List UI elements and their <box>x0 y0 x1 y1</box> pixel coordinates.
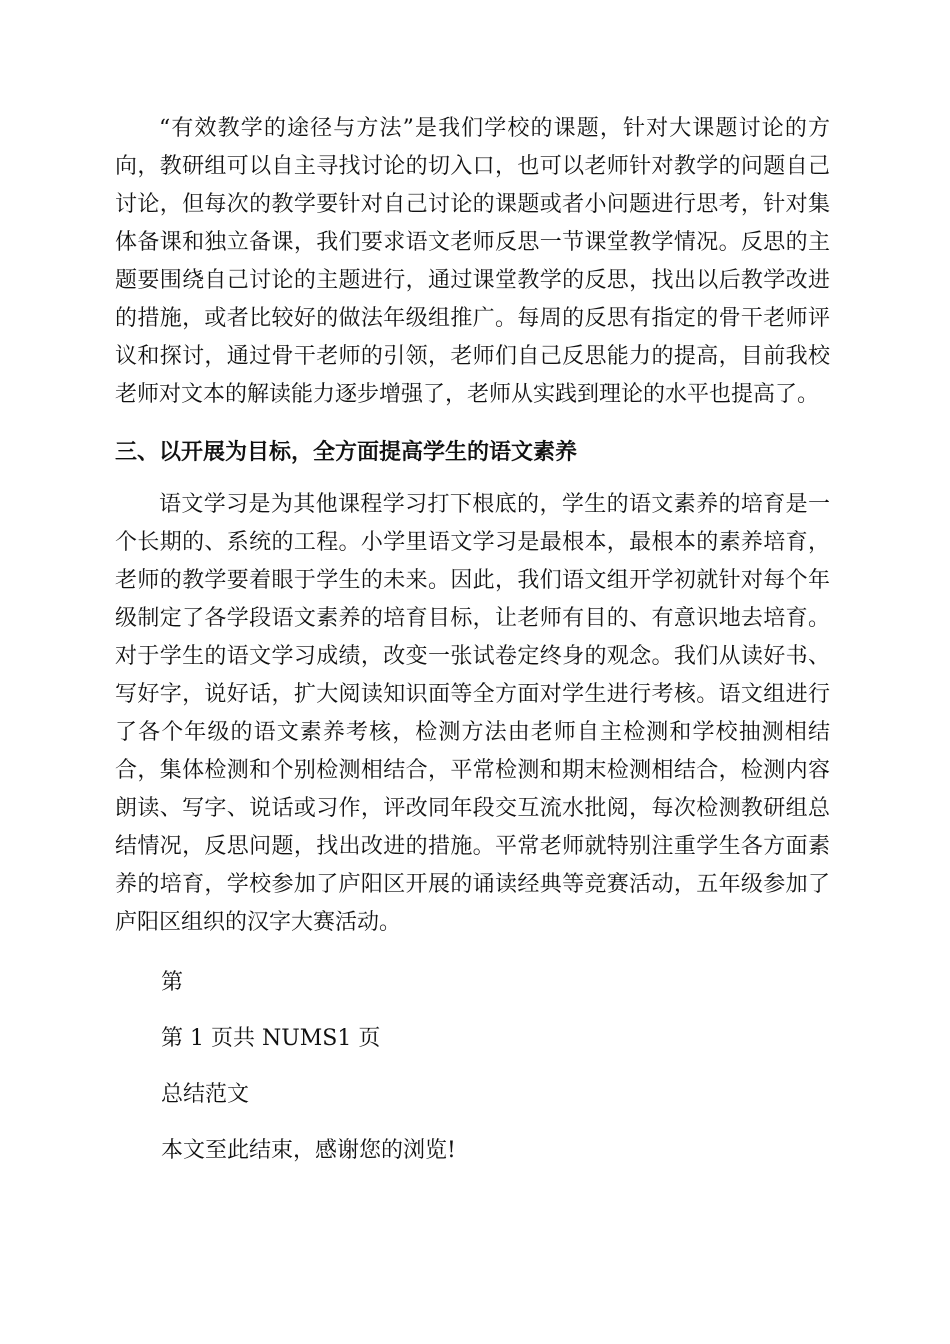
section-heading: 三、以开展为目标，全方面提高学生的语文素养 <box>115 440 578 465</box>
page-number: 第 1 页共 NUMS1 页 <box>161 1026 381 1051</box>
body-paragraph: “有效教学的途径与方法”是我们学校的课题，针对大课题讨论的方向，教研组可以自主寻找讨论的切入口，也可以老师针对教学的问题自己讨论，但每次的教学要针对自己讨论的课题或者小问题进行思考，针对集体备课和独立备课，我们要求语文老师反思一节课堂教学情况。反思的主题要围绕自己讨论的主题进行，通过课堂教学的反思，找出以后教学改进的措施，或者比较好的做法年级组推广。每周的反思有指定的骨干老师评议和探讨，通过骨干老师的引领，老师们自己反思能力的提高，目前我校老师对文本的解读能力逐步增强了，老师从实践到理论的水平也提高了。 <box>115 116 830 407</box>
closing-text: 本文至此结束，感谢您的浏览! <box>161 1138 456 1163</box>
footer-text: 第 <box>161 970 184 995</box>
body-paragraph: 语文学习是为其他课程学习打下根底的，学生的语文素养的培育是一个长期的、系统的工程。小学里语文学习是最根本，最根本的素养培育，老师的教学要着眼于学生的未来。因此，我们语文组开学初就针对每个年级制定了各学段语文素养的培育目标，让老师有目的、有意识地去培育。对于学生的语文学习成绩，改变一张试卷定终身的观念。我们从读好书、写好字，说好话，扩大阅读知识面等全方面对学生进行考核。语文组进行了各个年级的语文素养考核，检测方法由老师自主检测和学校抽测相结合，集体检测和个别检测相结合，平常检测和期末检测相结合，检测内容朗读、写字、说话或习作，评改同年段交互流水批阅，每次检测教研组总结情况，反思问题，找出改进的措施。平常老师就特别注重学生各方面素养的培育，学校参加了庐阳区开展的诵读经典等竞赛活动，五年级参加了庐阳区组织的汉字大赛活动。 <box>115 492 830 935</box>
document-body <box>115 110 830 1188</box>
footer-label: 总结范文 <box>161 1082 250 1107</box>
